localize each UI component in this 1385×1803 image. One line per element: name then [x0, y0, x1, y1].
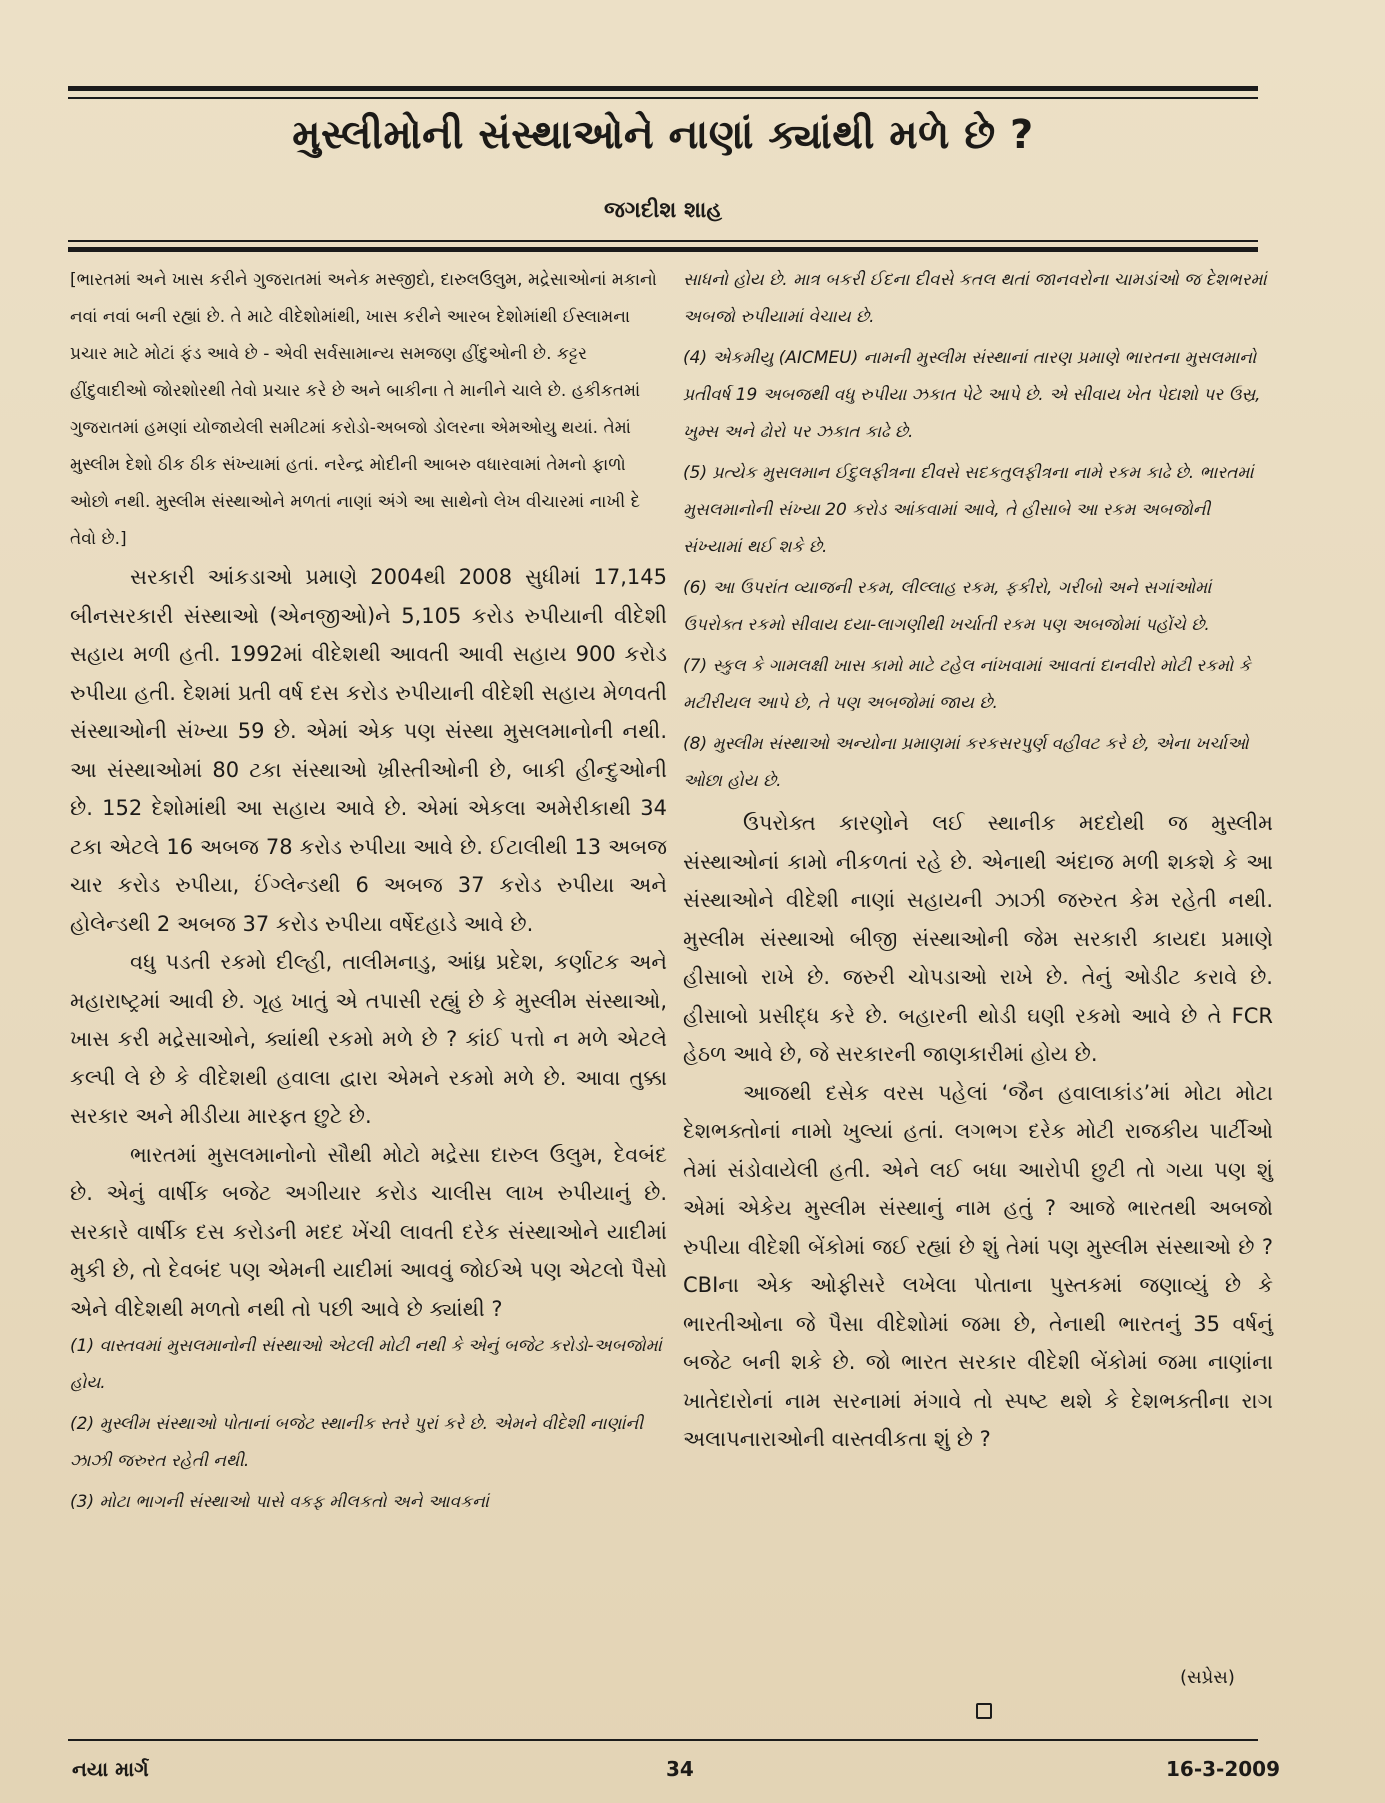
title-rule-thin [68, 97, 1258, 99]
list-item-1: (1) વાસ્તવમાં મુસલમાનોની સંસ્થાઓ એટલી મોટી નથી કે એનું બજેટ કરોડો-અબજોમાં હોય. [70, 1336, 662, 1393]
list-item-3: (3) મોટા ભાગની સંસ્થાઓ પાસે વકફ મીલકતો અને આવકનાં [70, 1492, 489, 1512]
list-item-7: (7) સ્કુલ કે ગામલક્ષી ખાસ કામો માટે ટહેલ નાંખવામાં આવતાં દાનવીરો મોટી રકમો કે મટીરીયલ આપે છે, તે પણ અબજોમાં જાય છે. [683, 656, 1251, 713]
footer-date: 16-3-2009 [1166, 1757, 1281, 1781]
list-item-8: (8) મુસ્લીમ સંસ્થાઓ અન્યોના પ્રમાણમાં કરકસરપુર્ણ વહીવટ કરે છે, એના ખર્ચાઓ ઓછા હોય છે. [683, 734, 1249, 791]
footer-rule [68, 1739, 1258, 1741]
right-paragraph-2: આજથી દસેક વરસ પહેલાં ‘જૈન હવાલાકાંડ’માં મોટા મોટા દેશભક્તોનાં નામો ખુલ્યાં હતાં. લગભગ દરેક મોટી રાજકીય પાર્ટીઓ તેમાં સંડોવાયેલી હતી. એને લઈ બધા આરોપી છુટી તો ગયા પણ શું એમાં એકેય મુસ્લીમ સંસ્થાનું નામ હતું ? આજે ભારતથી અબજો રુપીયા વીદેશી બેંકોમાં જઈ રહ્યાં છે શું તેમાં પણ મુસ્લીમ સંસ્થાઓ છે ? CBIના એક ઓફીસરે લખેલા પોતાના પુસ્તકમાં જણાવ્યું છે કે ભારતીઓના જે પૈસા વીદેશોમાં જમા છે, તેનાથી ભારતનું 35 વર્ષનું બજેટ બની શકે છે. જો ભારત સરકાર વીદેશી બેંકોમાં જમા નાણાંના ખાતેદારોનાં નામ સરનામાં મંગાવે તો સ્પષ્ટ થશે કે દેશભક્તીના રાગ અલાપનારાઓની વાસ્તવીકતા શું છે ? [683, 1080, 1273, 1451]
right-paragraph-1: ઉપરોક્ત કારણોને લઈ સ્થાનીક મદદોથી જ મુસ્લીમ સંસ્થાઓનાં કામો નીકળતાં રહે છે. એનાથી અંદાજ મળી શકશે કે આ સંસ્થાઓને વીદેશી નાણાં સહાયની ઝાઝી જરુરત કેમ રહેતી નથી. મુસ્લીમ સંસ્થાઓ બીજી સંસ્થાઓની જેમ સરકારી કાયદા પ્રમાણે હીસાબો રાખે છે. જરુરી ચોપડાઓ રાખે છે. તેનું ઓડીટ કરાવે છે. હીસાબો પ્રસીદ્ધ કરે છે. બહારની થોડી ઘણી રકમો આવે છે તે FCR હેઠળ આવે છે, જે સરકારની જાણકારીમાં હોય છે. [683, 811, 1273, 1066]
article-intro: [ભારતમાં અને ખાસ કરીને ગુજરાતમાં અનેક મસ્જીદો, દારુલઉલુમ, મદ્રેસાઓનાં મકાનો નવાં નવાં બની રહ્યાં છે. તે માટે વીદેશોમાંથી, ખાસ કરીને આરબ દેશોમાંથી ઈસ્લામના પ્રચાર માટે મોટાં ફંડ આવે છે - એવી સર્વસામાન્ય સમજણ હીંદુઓની છે. કટ્ટર હીંદુવાદીઓ જોરશોરથી તેવો પ્રચાર કરે છે અને બાકીના તે માનીને ચાલે છે. હકીકતમાં ગુજરાતમાં હમણાં યોજાયેલી સમીટમાં કરોડો-અબજો ડોલરના એમઓયુ થયાં. તેમાં મુસ્લીમ દેશો ઠીક ઠીક સંખ્યામાં હતાં. નરેન્દ્ર મોદીની આબરુ વધારવામાં તેમનો ફાળો ઓછો નથી. મુસ્લીમ સંસ્થાઓને મળતાં નાણાં અંગે આ સાથેનો લેખ વીચારમાં નાખી દે તેવો છે.] [70, 270, 657, 549]
list-item-6: (6) આ ઉપરાંત વ્યાજની રકમ, લીલ્લાહ રકમ, ફકીરો, ગરીબો અને સગાંઓમાં ઉપરોક્ત રકમો સીવાય દયા-લાગણીથી ખર્ચાતી રકમ પણ અબજોમાં પહોંચે છે. [683, 578, 1212, 635]
footer-page-number: 34 [666, 1757, 694, 1781]
list-item-4: (4) એકમીયુ (AICMEU) નામની મુસ્લીમ સંસ્થાનાં તારણ પ્રમાણે ભારતના મુસલમાનો પ્રતીવર્ષ 19 અબજથી વધુ રુપીયા ઝકાત પેટે આપે છે. એ સીવાય ખેત પેદાશો પર ઉસ્ર, ખુમ્સ અને ઢોરો પર ઝકાત કાઢે છે. [683, 348, 1261, 442]
article-title: મુસ્લીમોની સંસ્થાઓને નાણાં ક્યાંથી મળે છે ? [292, 112, 1034, 158]
footer-publication: નયા માર્ગ [72, 1757, 149, 1781]
list-item-5: (5) પ્રત્યેક મુસલમાન ઈદુલફીત્રના દીવસે સદકતુલફીત્રના નામે રકમ કાઢે છે. ભારતમાં મુસલમાનોની સંખ્યા 20 કરોડ આંકવામાં આવે, તે હીસાબે આ રકમ અબજોની સંખ્યામાં થઈ શકે છે. [683, 463, 1254, 557]
article-author: જગદીશ શાહ [603, 198, 723, 223]
list-item-3-continued: સાધનો હોય છે. માત્ર બકરી ઈદના દીવસે કતલ થતાં જાનવરોના ચામડાંઓ જ દેશભરમાં અબજો રુપીયામાં વેચાય છે. [683, 270, 1267, 327]
left-paragraph-1: સરકારી આંકડાઓ પ્રમાણે 2004થી 2008 સુધીમાં 17,145 બીનસરકારી સંસ્થાઓ (એનજીઓ)ને 5,105 કરોડ રુપીયાની વીદેશી સહાય મળી હતી. 1992માં વીદેશથી આવતી આવી સહાય 900 કરોડ રુપીયા હતી. દેશમાં પ્રતી વર્ષ દસ કરોડ રુપીયાની વીદેશી સહાય મેળવતી સંસ્થાઓની સંખ્યા 59 છે. એમાં એક પણ સંસ્થા મુસલમાનોની નથી. આ સંસ્થાઓમાં 80 ટકા સંસ્થાઓ ખ્રીસ્તીઓની છે, બાકી હીન્દુઓની છે. 152 દેશોમાંથી આ સહાય આવે છે. એમાં એકલા અમેરીકાથી 34 ટકા એટલે 16 અબજ 78 કરોડ રુપીયા આવે છે. ઈટાલીથી 13 અબજ ચાર કરોડ રુપીયા, ઈંગ્લેન્ડથી 6 અબજ 37 કરોડ રુપીયા અને હોલેન્ડથી 2 અબજ 37 કરોડ રુપીયા વર્ષેદહાડે આવે છે. [70, 565, 667, 936]
right-column [683, 262, 1273, 1459]
source-credit: (સપ્રેસ) [1180, 1667, 1235, 1688]
left-paragraph-3: ભારતમાં મુસલમાનોનો સૌથી મોટો મદ્રેસા દારુલ ઉલુમ, દેવબંદ છે. એનું વાર્ષીક બજેટ અગીયાર કરોડ ચાલીસ લાખ રુપીયાનું છે. સરકારે વાર્ષીક દસ કરોડની મદદ ખેંચી લાવતી દરેક સંસ્થાઓને યાદીમાં મુકી છે, તો દેવબંદ પણ એમની યાદીમાં આવવું જોઈએ પણ એટલો પૈસો એને વીદેશથી મળતો નથી તો પછી આવે છે ક્યાંથી ? [70, 1142, 667, 1321]
end-of-article-square-icon [976, 1703, 992, 1719]
list-item-2: (2) મુસ્લીમ સંસ્થાઓ પોતાનાં બજેટ સ્થાનીક સ્તરે પુરાં કરે છે. એમને વીદેશી નાણાંની ઝાઝી જરુરત રહેતી નથી. [70, 1414, 644, 1471]
left-column [70, 262, 667, 1521]
header-rule-thick [68, 247, 1258, 252]
title-rule-thick [68, 86, 1258, 91]
left-paragraph-2: વધુ પડતી રકમો દીલ્હી, તાલીમનાડુ, આંધ્ર પ્રદેશ, કર્ણાટક અને મહારાષ્ટ્રમાં આવી છે. ગૃહ ખાતું એ તપાસી રહ્યું છે કે મુસ્લીમ સંસ્થાઓ, ખાસ કરી મદ્રેસાઓને, ક્યાંથી રકમો મળે છે ? કાંઈ પત્તો ન મળે એટલે કલ્પી લે છે કે વીદેશથી હવાલા દ્વારા એમને રકમો મળે છે. આવા તુક્કા સરકાર અને મીડીયા મારફત છુટે છે. [70, 950, 667, 1128]
header-rule-thin [68, 240, 1258, 242]
